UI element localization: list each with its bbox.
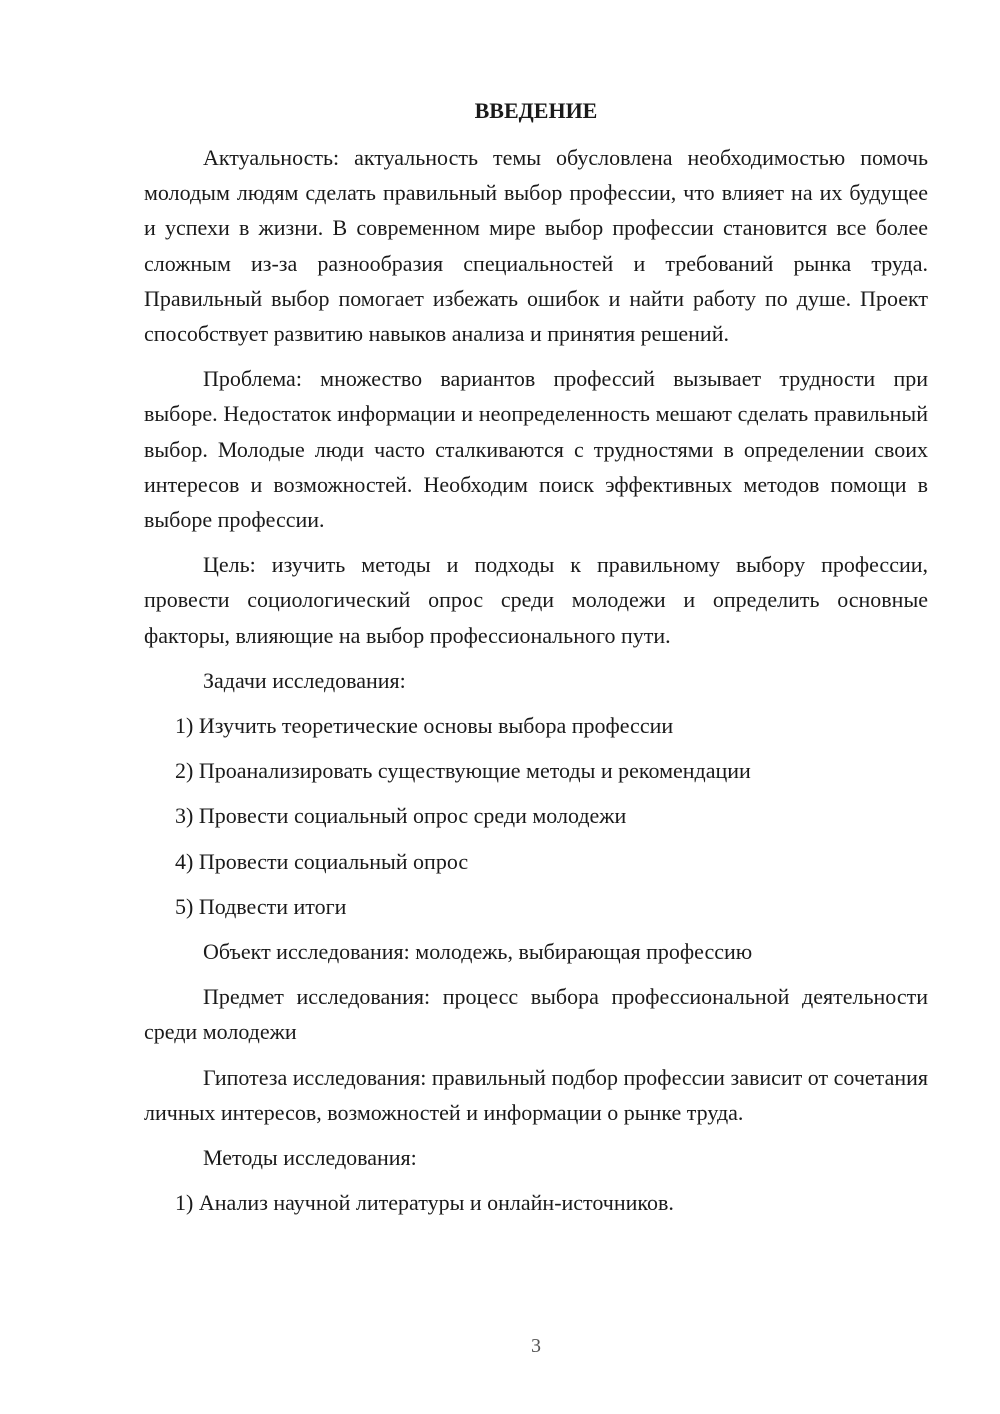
tasks-list <box>144 708 928 924</box>
list-item: 1) Анализ научной литературы и онлайн-источников. <box>175 1190 674 1216</box>
section-title: ВВЕДЕНИЕ <box>474 98 598 123</box>
tasks-heading: Задачи исследования: <box>203 667 406 693</box>
goal-paragraph: Цель: изучить методы и подходы к правильному выбору профессии, провести социологический опрос среди молодежи и определить основные факторы, влияющие на выбор профессионального пути. <box>144 552 928 648</box>
methods-list <box>144 1185 928 1220</box>
list-item: 3) Провести социальный опрос среди молодежи <box>175 803 627 829</box>
hypothesis-paragraph: Гипотеза исследования: правильный подбор профессии зависит от сочетания личных интересов, возможностей и информации о рынке труда. <box>144 1064 928 1125</box>
methods-heading: Методы исследования: <box>203 1145 417 1171</box>
subject-paragraph: Предмет исследования: процесс выбора профессиональной деятельности среди молодежи <box>144 984 928 1045</box>
list-item: 4) Провести социальный опрос <box>175 848 469 874</box>
object-paragraph: Объект исследования: молодежь, выбирающая профессию <box>203 939 753 965</box>
page-number: 3 <box>531 1335 541 1357</box>
document-page <box>144 96 928 1230</box>
list-item: 5) Подвести итоги <box>175 893 347 919</box>
relevance-paragraph: Актуальность: актуальность темы обусловлена необходимостью помочь молодым людям сделать правильный выбор профессии, что влияет на их будущее и успехи в жизни. В современном мире выбор профессии становится все более сложным из-за разнообразия специальностей и требований рынка труда. Правильный выбор помогает избежать ошибок и найти работу по душе. Проект способствует развитию навыков анализа и принятия решений. <box>144 145 928 347</box>
list-item: 2) Проанализировать существующие методы и рекомендации <box>175 758 751 784</box>
list-item: 1) Изучить теоретические основы выбора профессии <box>175 713 674 739</box>
problem-paragraph: Проблема: множество вариантов профессий вызывает трудности при выборе. Недостаток информации и неопределенность мешают сделать правильный выбор. Молодые люди часто сталкиваются с трудностями в определении своих интересов и возможностей. Необходим поиск эффективных методов помощи в выборе профессии. <box>144 366 928 533</box>
